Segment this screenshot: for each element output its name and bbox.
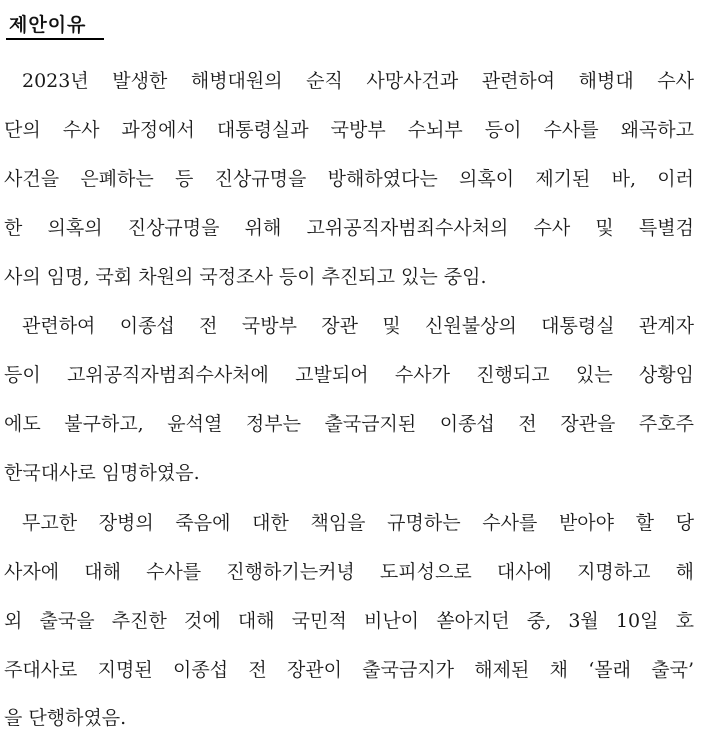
paragraph-1-line-4: 한 의혹의 진상규명을 위해 고위공직자범죄수사처의 수사 및 특별검: [4, 217, 694, 239]
paragraph-3-line-3: 외 출국을 추진한 것에 대해 국민적 비난이 쏟아지던 중, 3월 10일 호: [4, 610, 694, 632]
paragraph-2-line-4: 한국대사로 임명하였음.: [4, 462, 200, 484]
paragraph-1-line-5: 사의 임명, 국회 차원의 국정조사 등이 추진되고 있는 중임.: [4, 266, 487, 288]
paragraph-1-line-1: 2023년 발생한 해병대원의 순직 사망사건과 관련하여 해병대 수사: [22, 70, 694, 92]
section-title: 제안이유: [9, 14, 87, 36]
section-heading: [6, 4, 104, 40]
paragraph-3-line-5: 을 단행하였음.: [4, 707, 127, 729]
paragraph-3-line-4: 주대사로 지명된 이종섭 전 장관이 출국금지가 해제된 채 ‘몰래 출국’: [4, 659, 694, 681]
paragraph-3-line-2: 사자에 대해 수사를 진행하기는커녕 도피성으로 대사에 지명하고 해: [4, 561, 694, 583]
paragraph-2-line-1: 관련하여 이종섭 전 국방부 장관 및 신원불상의 대통령실 관계자: [22, 315, 694, 337]
paragraph-2-line-3: 에도 불구하고, 윤석열 정부는 출국금지된 이종섭 전 장관을 주호주: [4, 413, 694, 435]
paragraph-1-line-3: 사건을 은폐하는 등 진상규명을 방해하였다는 의혹이 제기된 바, 이러: [4, 168, 694, 190]
paragraph-1-line-2: 단의 수사 과정에서 대통령실과 국방부 수뇌부 등이 수사를 왜곡하고: [4, 119, 694, 141]
paragraph-2-line-2: 등이 고위공직자범죄수사처에 고발되어 수사가 진행되고 있는 상황임: [4, 364, 694, 386]
paragraph-3-line-1: 무고한 장병의 죽음에 대한 책임을 규명하는 수사를 받아야 할 당: [22, 512, 694, 534]
